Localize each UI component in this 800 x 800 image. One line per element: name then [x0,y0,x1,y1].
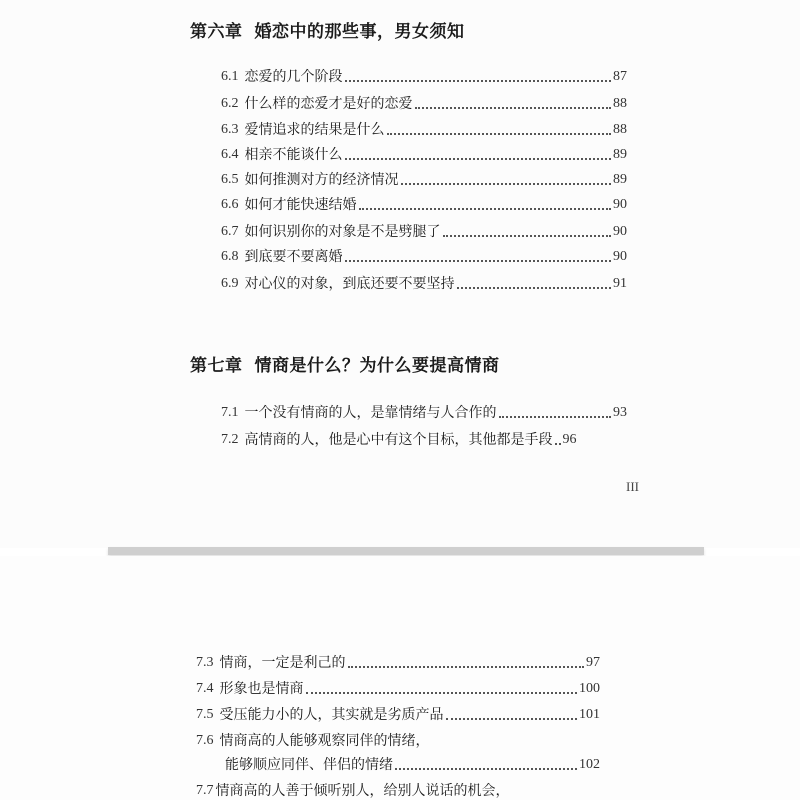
toc-entry-7-7[interactable] [196,776,600,800]
leader-dots [443,235,612,237]
page-number: 89 [613,147,627,162]
section-number: 7.2 [221,432,239,447]
leader-dots [359,208,612,210]
section-number: 7.7 [196,783,214,798]
section-number: 6.8 [221,249,239,264]
section-title: 如何才能快速结婚 [244,197,357,213]
section-number: 6.6 [221,197,239,212]
leader-dots [345,158,612,160]
section-number: 7.4 [196,681,214,696]
page-number: 87 [613,69,627,84]
leader-dots [401,183,612,185]
chapter-6-heading [190,17,465,42]
toc-entry-7-2[interactable] [221,425,627,449]
page-number: 96 [562,432,577,447]
page-divider [108,547,704,555]
toc-entry-6-7[interactable] [221,217,627,241]
toc-entry-6-2[interactable] [221,89,627,113]
section-title: 高情商的人，他是心中有这个目标，其他都是手段 [244,432,553,448]
page-number: 100 [579,681,600,696]
section-number: 6.3 [221,122,239,137]
toc-entry-6-4[interactable] [221,140,627,164]
section-number: 6.2 [221,96,239,111]
section-number: 6.5 [221,172,239,187]
section-title: 形象也是情商 [219,681,304,697]
section-number: 7.3 [196,655,214,670]
toc-entry-7-5[interactable] [196,700,600,724]
page-number: 90 [613,224,627,239]
section-number: 6.4 [221,147,239,162]
section-title: 恋爱的几个阶段 [244,69,343,85]
section-title: 对心仪的对象，到底还要不要坚持 [244,276,455,292]
toc-entry-7-4[interactable] [196,674,600,698]
section-number: 7.6 [196,733,214,748]
section-number: 6.7 [221,224,239,239]
leader-dots [499,416,612,418]
page-number: 89 [613,172,627,187]
section-title-continued: 能够顺应同伴、伴侣的情绪 [225,757,393,773]
page-number: 90 [613,197,627,212]
chapter-6-number: 第六章 [190,22,243,42]
toc-entry-7-1[interactable] [221,398,627,422]
page-number: 101 [579,707,600,722]
page-number: 93 [613,405,627,420]
leader-dots [345,260,612,262]
section-title: 如何识别你的对象是不是劈腿了 [244,224,441,240]
toc-entry-6-9[interactable] [221,269,627,293]
leader-dots [306,692,578,694]
leader-dots [457,287,612,289]
chapter-7-number: 第七章 [190,356,243,376]
page-number: 91 [613,276,627,291]
toc-entry-6-6[interactable] [221,190,627,214]
toc-entry-7-3[interactable] [196,648,600,672]
section-title: 相亲不能谈什么 [244,147,343,163]
leader-dots [555,443,561,445]
page-number: 97 [586,655,600,670]
section-number: 6.1 [221,69,239,84]
page-folio: III [626,479,639,494]
leader-dots [345,80,612,82]
toc-entry-7-6[interactable] [196,726,600,750]
leader-dots [387,133,612,135]
section-number: 6.9 [221,276,239,291]
toc-entry-6-8[interactable] [221,242,627,266]
page-number: 88 [613,96,627,111]
page-number: 90 [613,249,627,264]
page-number: 102 [579,757,600,772]
section-title: 什么样的恋爱才是好的恋爱 [244,96,413,112]
section-title: 一个没有情商的人，是靠情绪与人合作的 [244,405,497,421]
page-number: 88 [613,122,627,137]
section-title: 受压能力小的人，其实就是劣质产品 [219,707,444,723]
section-number: 7.1 [221,405,239,420]
toc-entry-6-3[interactable] [221,115,627,139]
leader-dots [348,666,585,668]
section-title: 情商高的人能够观察同伴的情绪， [219,733,430,749]
toc-next-page [0,556,800,800]
toc-entry-7-6-continued[interactable] [225,750,600,774]
chapter-6-title: 婚恋中的那些事，男女须知 [254,22,465,42]
leader-dots [446,718,578,720]
section-title: 爱情追求的结果是什么 [244,122,385,138]
section-number: 7.5 [196,707,214,722]
leader-dots [395,768,577,770]
toc-entry-6-5[interactable] [221,165,627,189]
toc-entry-6-1[interactable] [221,62,627,86]
chapter-7-heading [190,351,500,376]
section-title: 如何推测对方的经济情况 [244,172,399,188]
chapter-7-title: 情商是什么？为什么要提高情商 [254,356,500,376]
section-title: 情商高的人善于倾听别人，给别人说话的机会， [215,783,510,799]
section-title: 情商，一定是利己的 [219,655,346,671]
leader-dots [415,107,612,109]
section-title: 到底要不要离婚 [244,249,343,265]
